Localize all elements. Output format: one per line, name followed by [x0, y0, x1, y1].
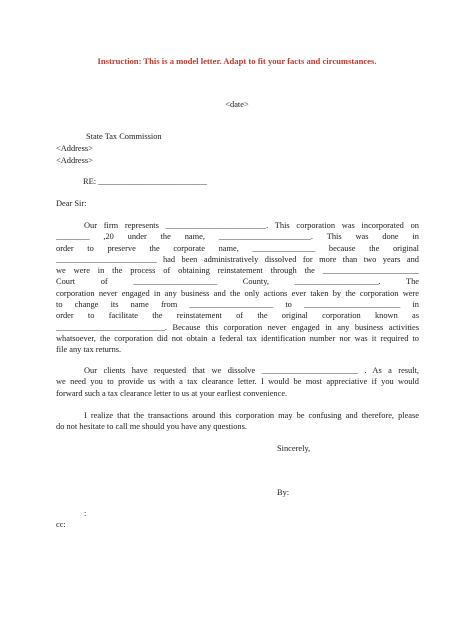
- paragraph-line: I realize that the transactions around this corporation may be confusing and therefore, please: [84, 411, 419, 420]
- paragraph-line: forward such a tax clearance letter to us at your earliest convenience.: [56, 388, 288, 398]
- paragraph-line: do not hesitate to call me should you have any questions.: [56, 422, 247, 432]
- paragraph-line: ________ ,20 under the name, ______________________. This was done in: [56, 232, 419, 242]
- paragraph-closing-note: [56, 410, 419, 433]
- paragraph-line: ________________________ had been administratively dissolved for more than two years and: [56, 254, 419, 264]
- paragraph-request: [56, 365, 419, 399]
- letter-date: <date>: [225, 100, 249, 109]
- recipient-address-line-1: <Address>: [56, 144, 93, 153]
- closing-sincerely: Sincerely,: [277, 444, 311, 453]
- paragraph-line: Our firm represents ________________________. This corporation was incorporated on: [84, 221, 419, 230]
- paragraph-line: file any tax returns.: [56, 345, 122, 355]
- re-line: RE: __________________________: [83, 177, 207, 186]
- colon-mark: :: [84, 509, 87, 518]
- paragraph-line: we were in the process of obtaining reinstatement through the _______________________: [56, 266, 419, 276]
- recipient-name: State Tax Commission: [86, 132, 162, 141]
- paragraph-line: whatsoever, the corporation did not obtain a federal tax identification number nor was it required to: [56, 333, 419, 343]
- paragraph-line: order to preserve the corporate name, _______________ because the original: [56, 243, 419, 253]
- paragraph-line: we need you to provide us with a tax clearance letter. I would be most appreciative if you would: [56, 377, 419, 387]
- cc-line: cc:: [56, 520, 66, 529]
- signature-by: By:: [277, 488, 290, 497]
- paragraph-line: Our clients have requested that we dissolve _______________________ . As a result,: [84, 366, 419, 375]
- paragraph-line: __________________________. Because this corporation never engaged in any business activities: [56, 322, 419, 332]
- paragraph-line: corporation never engaged in any business and the only actions ever taken by the corporation were: [56, 288, 419, 298]
- paragraph-line: Court of ____________________ County, ____________________. The: [56, 277, 419, 287]
- paragraph-line: to change its name from ____________________ to _______________________ in: [56, 300, 419, 310]
- recipient-address-line-2: <Address>: [56, 156, 93, 165]
- paragraph-line: order to facilitate the reinstatement of the original corporation known as: [56, 311, 419, 321]
- instruction-note: Instruction: This is a model letter. Adapt to fit your facts and circumstances.: [97, 56, 377, 66]
- salutation: Dear Sir:: [56, 199, 87, 208]
- paragraph-representation: [56, 220, 419, 356]
